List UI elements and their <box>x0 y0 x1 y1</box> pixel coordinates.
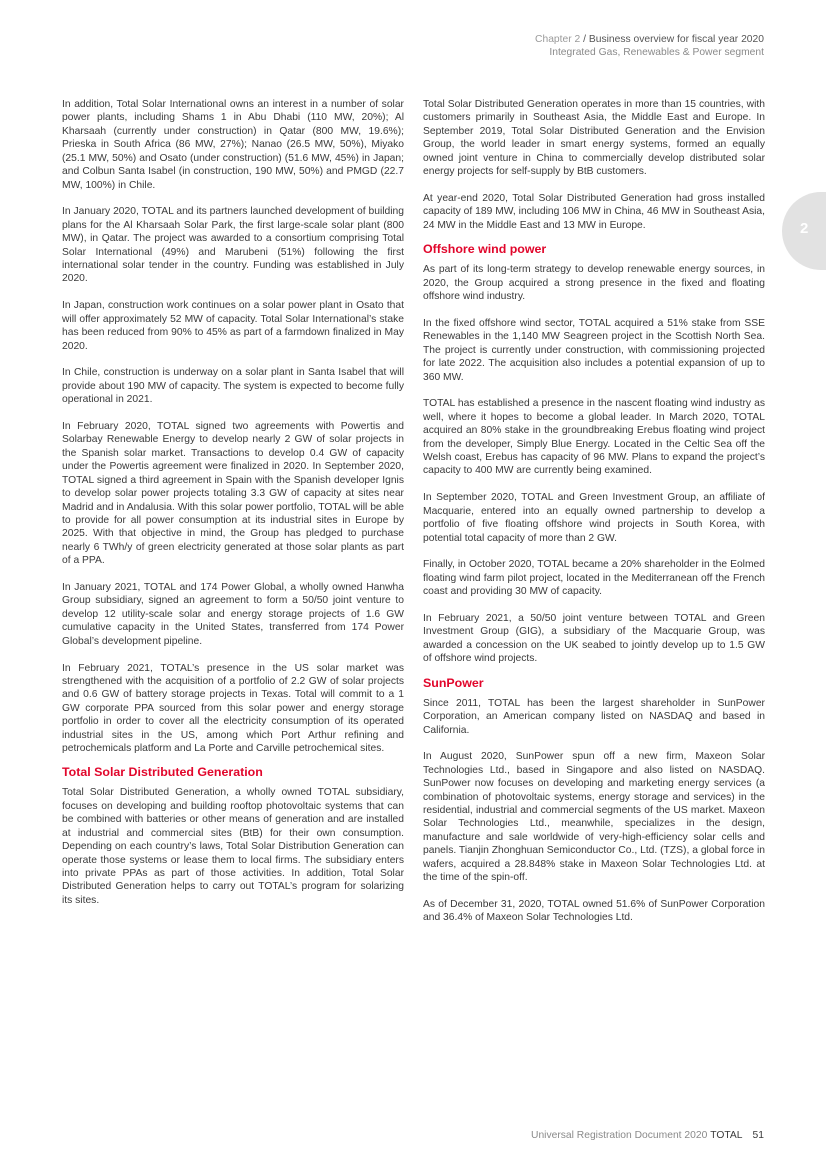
paragraph: As of December 31, 2020, TOTAL owned 51.6% of SunPower Corporation and 36.4% of Maxeon Solar Technologies Ltd. <box>423 898 765 924</box>
paragraph: In August 2020, SunPower spun off a new firm, Maxeon Solar Technologies Ltd., based in Singapore and also listed on NASDAQ. SunPower now focuses on developing and marketing energy services (a combination of photovoltaic systems, energy storage and services) in the residential, industrial and commercial segments of the US market. Maxeon Solar Technologies Ltd., meanwhile, specializes in the design, manufacture and sale worldwide of very-high-efficiency solar cells and panels. Tianjin Zhonghuan Semiconductor Co., Ltd. (TZS), a global force in wafers, acquired a 28.848% stake in Maxeon Solar Technologies Ltd. at the time of the spin-off. <box>423 751 765 884</box>
chapter-side-tab <box>782 192 826 270</box>
paragraph: In September 2020, TOTAL and Green Investment Group, an affiliate of Macquarie, entered into an equally owned partnership to develop a portfolio of five floating offshore wind projects in South Korea, with potential total capacity of more than 2 GW. <box>423 492 765 544</box>
chapter-title: Business overview for fiscal year 2020 <box>588 34 764 45</box>
paragraph: TOTAL has established a presence in the nascent floating wind industry as well, where it hopes to become a global leader. In March 2020, TOTAL acquired an 80% stake in the groundbreaking Erebus floating wind project from the developer, Simply Blue Energy. Located in the Celtic Sea off the Welsh coast, Erebus has capacity of 96 MW. Plans to expand the project’s capacity to 400 MW are currently being examined. <box>423 398 765 477</box>
footer-document-title: Universal Registration Document 2020 <box>531 1130 708 1141</box>
paragraph: In February 2021, a 50/50 joint venture between TOTAL and Green Investment Group (GIG), a subsidiary of the Macquarie Group, was awarded a concession on the UK seabed to jointly develop up to 1.5 GW of offshore wind projects. <box>423 613 765 665</box>
section-heading-sunpower: SunPower <box>423 675 484 690</box>
paragraph: In January 2021, TOTAL and 174 Power Global, a wholly owned Hanwha Group subsidiary, signed an agreement to form a 50/50 joint venture to develop 12 utility-scale solar and energy storage projects of 1.6 GW cumulative capacity in the United States, transferred from 174 Power Global’s development pipeline. <box>62 582 404 647</box>
paragraph: In February 2020, TOTAL signed two agreements with Powertis and Solarbay Renewable Energy to develop nearly 2 GW of solar projects in the Spanish solar market. Transactions to develop 0.4 GW of capacity under the Powertis agreement were finalized in 2020. In September 2020, TOTAL signed a third agreement in Spain with the Spanish developer Ignis to develop solar power projects totaling 3.3 GW of capacity at sites near Madrid and in Andalusia. With this solar power portfolio, TOTAL will be able to provide for all power consumption at its industrial sites in Europe by 2025. With that objective in mind, the Group has pledged to purchase nearly 6 TWh/y of green electricity generated at those solar plants as part of a PPA. <box>62 421 404 567</box>
page-footer <box>531 1129 764 1142</box>
paragraph: In February 2021, TOTAL’s presence in the US solar market was strengthened with the acquisition of a portfolio of 2.2 GW of solar projects and 0.6 GW of battery storage projects in Texas. Total will commit to a 1 GW corporate PPA sourced from this solar power and energy storage portfolio in order to cover all the electricity consumption of its operated industrial sites in the US, among which Port Arthur refining and petrochemicals platform and La Porte and Carville petrochemical sites. <box>62 662 404 755</box>
chapter-number: Chapter 2 <box>535 34 581 45</box>
paragraph: In the fixed offshore wind sector, TOTAL acquired a 51% stake from SSE Renewables in the 1,140 MW Seagreen project in the Scottish North Sea. The project is currently under construction, with commissioning projected for late 2022. The acquisition also includes a potential expansion of up to 360 MW. <box>423 317 765 383</box>
paragraph: In January 2020, TOTAL and its partners launched development of building plans for the Al Kharsaah Solar Park, the first large-scale solar plant (800 MW), in Qatar. The project was awarded to a consortium comprising Total Solar International (49%) and Marubeni (51%) following the first international solar tender in the country. Funding was established in July 2020. <box>62 206 404 285</box>
section-heading-distributed-generation: Total Solar Distributed Generation <box>62 765 263 780</box>
paragraph: At year-end 2020, Total Solar Distributed Generation had gross installed capacity of 189 MW, including 106 MW in China, 46 MW in Southeast Asia, 24 MW in the Middle East and 13 MW in Europe. <box>423 192 765 231</box>
chapter-tab-number: 2 <box>800 220 809 237</box>
section-heading-offshore-wind: Offshore wind power <box>423 242 547 257</box>
paragraph: As part of its long-term strategy to develop renewable energy sources, in 2020, the Group acquired a strong presence in the fixed and floating offshore wind industry. <box>423 264 765 303</box>
running-header <box>535 34 764 59</box>
header-chapter-line <box>535 34 764 47</box>
paragraph: In addition, Total Solar International owns an interest in a number of solar power plants, including Shams 1 in Abu Dhabi (110 MW, 20%); Al Kharsaah (currently under construction) in Qatar (800 MW, 19.6%); Prieska in South Africa (86 MW, 27%); Nanao (26.5 MW, 50%), Miyako (25.1 MW, 50%) and Osato (under construction) (51.6 MW, 45%) in Japan; and Colbun Santa Isabel (in construction, 190 MW, 50%) and PMGD (22.7 MW, 100%) in Chile. <box>62 99 404 191</box>
paragraph: Since 2011, TOTAL has been the largest shareholder in SunPower Corporation, an American company listed on NASDAQ and based in California. <box>423 697 765 736</box>
paragraph: Finally, in October 2020, TOTAL became a 20% shareholder in the Eolmed floating wind farm pilot project, located in the Mediterranean off the French coast and providing 30 MW of capacity. <box>423 559 765 598</box>
paragraph: In Chile, construction is underway on a solar plant in Santa Isabel that will provide about 190 MW of capacity. The system is expected to become fully operational in 2021. <box>62 367 404 406</box>
left-column <box>62 98 404 921</box>
segment-title: Integrated Gas, Renewables & Power segment <box>549 46 764 58</box>
paragraph: In Japan, construction work continues on a solar power plant in Osato that will offer approximately 52 MW of capacity. Total Solar International’s stake has been reduced from 90% to 45% as part of a farmdown finalized in May 2020. <box>62 300 404 352</box>
footer-brand: TOTAL <box>710 1130 743 1141</box>
header-separator: / <box>580 34 589 45</box>
page-number: 51 <box>752 1130 764 1141</box>
paragraph: Total Solar Distributed Generation operates in more than 15 countries, with customers primarily in Southeast Asia, the Middle East and Europe. In September 2019, Total Solar Distributed Generation and the Envision Group, the world leader in smart energy systems, formed an equally owned joint venture in China to commercially develop distributed solar energy projects for self-supply by BtB customers. <box>423 99 765 178</box>
right-column <box>423 98 765 938</box>
paragraph: Total Solar Distributed Generation, a wholly owned TOTAL subsidiary, focuses on developing and building rooftop photovoltaic systems that can be combined with batteries or other means of generation and are installed at industrial and commercial sites (BtB) for their own consumption. Depending on each country’s laws, Total Solar Distribution Generation can operate those systems or lease them to local firms. The subsidiary enters into private PPAs as part of those activities. In addition, Total Solar Distributed Generation helps to carry out TOTAL’s program for solarizing its sites. <box>62 787 404 906</box>
